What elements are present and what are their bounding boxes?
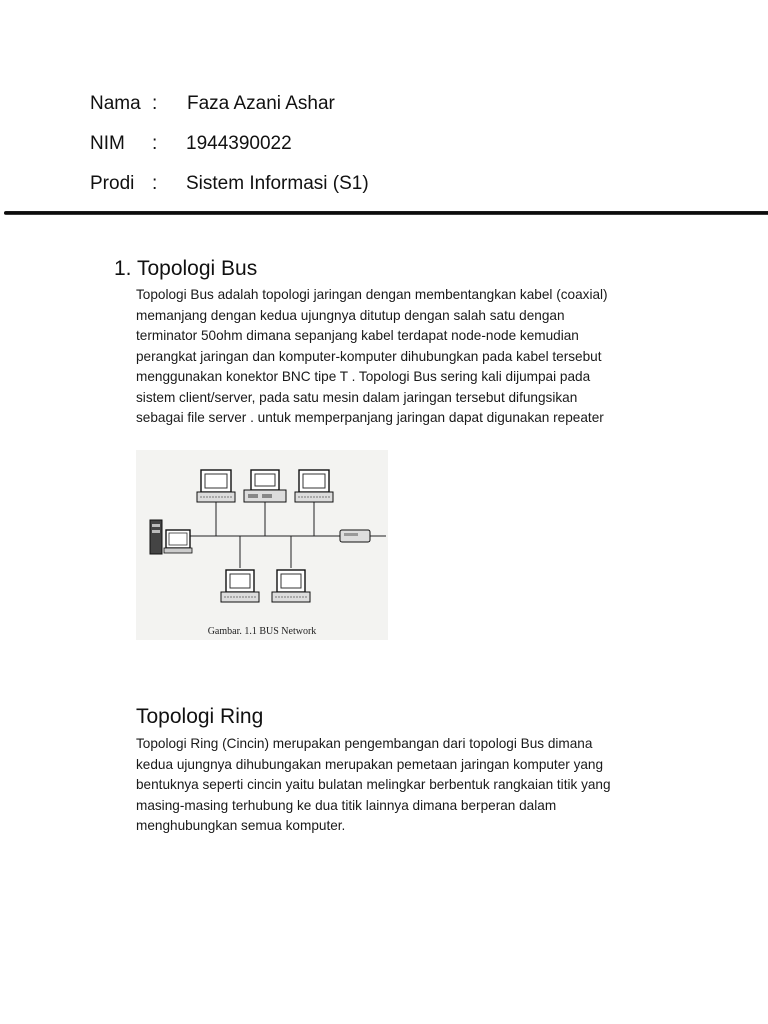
header-divider (4, 211, 768, 215)
ring-paragraph-line: bentuknya seperti cincin yaitu bulatan melingkar berbentuk rangkaian titik yang (136, 777, 611, 792)
ring-paragraph-line: masing-masing terhubung ke dua titik lainnya dimana berperan dalam (136, 797, 557, 813)
identity-label: Prodi (90, 173, 135, 194)
bus-paragraph (136, 285, 676, 429)
computer-icon (221, 570, 259, 602)
bus-paragraph-line: memanjang dengan kedua ujungnya ditutup dengan salah satu dengan (136, 307, 565, 323)
identity-value: Sistem Informasi (S1) (186, 173, 369, 194)
identity-label: Nama (90, 93, 141, 114)
bus-paragraph-line: sistem client/server, pada satu mesin dalam jaringan tersebut difungsikan (136, 389, 578, 405)
computer-icon (197, 470, 235, 502)
identity-row-prodi (90, 172, 369, 212)
student-identity (90, 92, 369, 212)
ring-paragraph-line: kedua ujungnya dihubungakan merupakan pemetaan jaringan komputer yang (136, 756, 604, 772)
bus-paragraph-line: Topologi Bus adalah topologi jaringan dengan membentangkan kabel (coaxial) (136, 287, 608, 302)
computer-icon (244, 470, 286, 502)
computer-icon (295, 470, 333, 502)
server-icon (150, 520, 192, 554)
identity-row-nim (90, 132, 369, 172)
identity-value: Faza Azani Ashar (187, 93, 335, 114)
computer-icon (272, 570, 310, 602)
figure-caption: Gambar. 1.1 BUS Network (207, 626, 317, 637)
bus-paragraph-line: terminator 50ohm dimana sepanjang kabel terdapat node-node kemudian (136, 328, 579, 343)
ring-paragraph-line: menghubungkan semua komputer. (136, 818, 346, 833)
ring-paragraph (136, 734, 676, 837)
identity-separator: : (152, 173, 158, 194)
bus-heading: 1. Topologi Bus (114, 257, 258, 280)
bus-network-diagram (136, 450, 388, 626)
identity-value: 1944390022 (186, 133, 292, 154)
identity-label: NIM (90, 133, 125, 154)
bus-paragraph-line: perangkat jaringan dan komputer-komputer dihubungkan pada kabel tersebut (136, 348, 602, 364)
ring-paragraph-line: Topologi Ring (Cincin) merupakan pengembangan dari topologi Bus dimana (136, 736, 593, 751)
bus-paragraph-line: menggunakan konektor BNC tipe T . Topologi Bus sering kali dijumpai pada (136, 369, 591, 384)
identity-separator: : (152, 93, 158, 114)
bus-paragraph-line: sebagai file server . untuk memperpanjang jaringan dapat digunakan repeater (136, 410, 604, 425)
identity-row-nama (90, 92, 369, 132)
ring-heading: Topologi Ring (136, 705, 264, 728)
bus-network-figure (136, 450, 388, 640)
identity-separator: : (152, 133, 158, 154)
terminator-icon (340, 530, 386, 542)
